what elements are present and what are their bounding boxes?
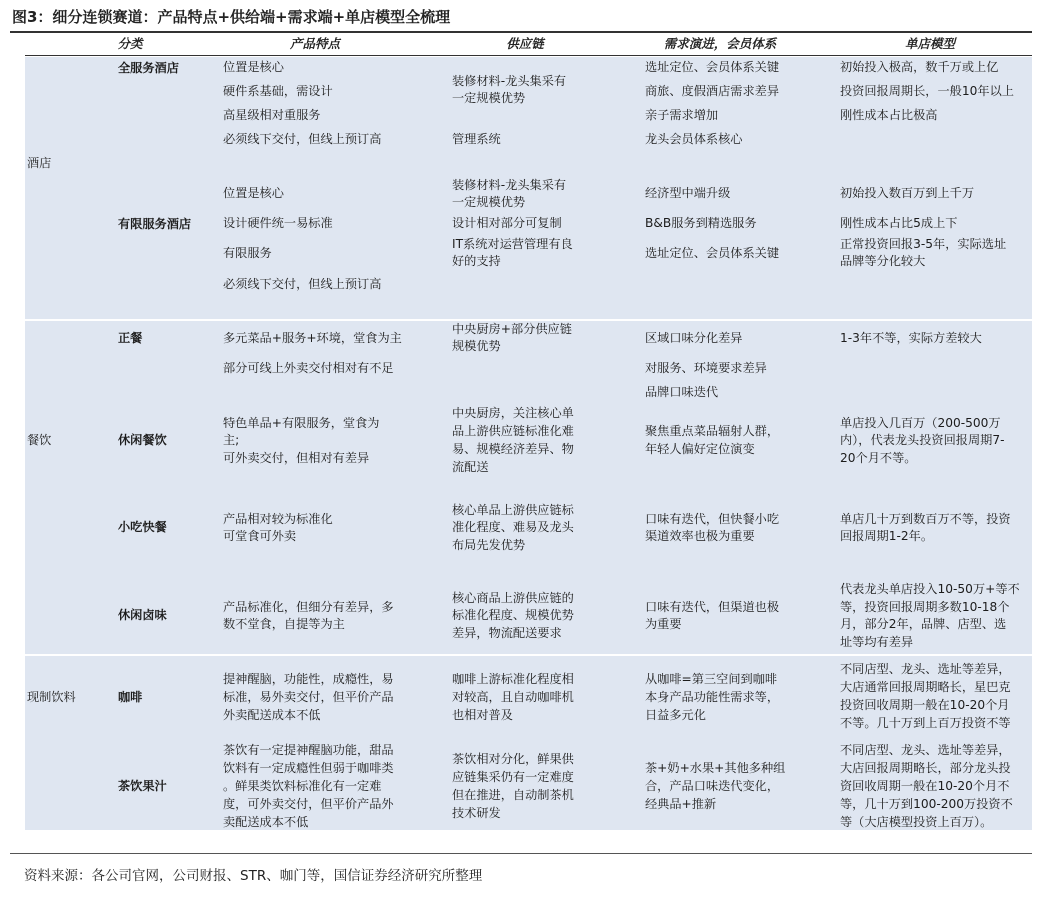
cell: 好的支持 xyxy=(452,254,501,268)
cell: 资回收周期一般在10-20个月不 xyxy=(840,779,1010,793)
cell: 不同店型、龙头、选址等差异， xyxy=(840,743,1011,757)
cell: 等（大店模型投资上百万）。 xyxy=(840,815,993,829)
figure-title: 图3：细分连锁赛道：产品特点+供给端+需求端+单店模型全梳理 xyxy=(12,8,451,26)
cell: 茶+奶+水果+其他多种组 xyxy=(645,761,786,775)
cell: 位置是核心 xyxy=(223,186,284,200)
cell: 聚焦重点菜品辐射人群， xyxy=(645,424,780,438)
cell: 中央厨房，关注核心单 xyxy=(452,406,574,420)
cell: 管理系统 xyxy=(452,132,501,146)
cell: 核心商品上游供应链的 xyxy=(452,591,574,605)
cell: 茶饮有一定提神醒脑功能，甜品 xyxy=(223,743,394,757)
cell: 主; xyxy=(223,433,240,447)
group-catering: 餐饮 xyxy=(27,433,52,447)
cell: 大店通常回报周期略长，星巴克 xyxy=(840,680,1011,694)
cell: 设计相对部分可复制 xyxy=(452,216,562,230)
header-model: 单店模型 xyxy=(904,36,955,51)
cell: 单店投入几百万（200-500万 xyxy=(840,416,1001,430)
cell: 差异，物流配送要求 xyxy=(452,626,562,640)
sub-formal-dining: 正餐 xyxy=(118,331,143,345)
cell: 部分可线上外卖交付相对有不足 xyxy=(223,361,394,375)
cell: 投资回收周期一般在10-20个月 xyxy=(840,698,1010,712)
cell: 龙头会员体系核心 xyxy=(645,132,743,146)
cell: 从咖啡=第三空间到咖啡 xyxy=(645,672,778,686)
cell: 口味有迭代，但快餐小吃 xyxy=(645,512,780,526)
sub-full-service-hotel: 全服务酒店 xyxy=(118,61,179,75)
cell: 有限服务 xyxy=(223,246,272,260)
cell: 日益多元化 xyxy=(645,708,706,722)
cell: 可堂食可外卖 xyxy=(223,529,297,543)
cell: 数不堂食，自提等为主 xyxy=(223,617,345,631)
cell: 卖配送成本不低 xyxy=(223,815,309,829)
cell: 渠道效率也极为重要 xyxy=(645,529,755,543)
cell: 口味有迭代，但渠道也极 xyxy=(645,600,780,614)
source-note: 资料来源：各公司官网，公司财报、STR、咖门等，国信证券经济研究所整理 xyxy=(24,868,483,884)
cell: 应链集采仍有一定难度 xyxy=(452,770,574,784)
cell: 经典品+推新 xyxy=(645,797,717,811)
cell: 代表龙头单店投入10-50万+等不 xyxy=(840,582,1020,596)
cell: 对较高，且自动咖啡机 xyxy=(452,690,574,704)
cell: 初始投入数百万到上千万 xyxy=(840,186,975,200)
cell: 本身产品功能性需求等， xyxy=(645,690,780,704)
cell: 特色单品+有限服务，堂食为 xyxy=(223,416,380,430)
cell: 硬件系基础，需设计 xyxy=(223,84,333,98)
cell: 20个月不等。 xyxy=(840,451,917,465)
cell: 准化程度、难易及龙头 xyxy=(452,520,574,534)
header-demand: 需求演进，会员体系 xyxy=(663,36,777,51)
sub-braised-snack: 休闲卤味 xyxy=(118,608,167,622)
cell: 中央厨房+部分供应链 xyxy=(452,322,572,336)
cell: 对服务、环境要求差异 xyxy=(645,361,767,375)
cell: B&B服务到精选服务 xyxy=(645,216,757,230)
cell: 品牌等分化较大 xyxy=(840,254,926,268)
cell: 核心单品上游供应链标 xyxy=(452,503,574,517)
cell: 必须线下交付，但线上预订高 xyxy=(223,132,382,146)
cell: 一定规模优势 xyxy=(452,195,526,209)
group-hotel: 酒店 xyxy=(27,156,52,170)
cell: 月，部分2年，品牌、店型、选 xyxy=(840,617,1007,631)
cell: 刚性成本占比极高 xyxy=(840,108,938,122)
cell: 流配送 xyxy=(452,460,489,474)
cell: 大店回报周期略长，部分龙头投 xyxy=(840,761,1011,775)
cell: 产品相对较为标准化 xyxy=(223,512,333,526)
cell: 外卖配送成本不低 xyxy=(223,708,321,722)
cell: 装修材料-龙头集采有 xyxy=(452,178,567,192)
cell: 布局先发优势 xyxy=(452,538,526,552)
header-rule xyxy=(25,55,1032,56)
cell: 区域口味分化差异 xyxy=(645,331,743,345)
cell: 为重要 xyxy=(645,617,682,631)
cell: 不等。几十万到上百万投资不等 xyxy=(840,716,1011,730)
cell: 度，可外卖交付，但平价产品外 xyxy=(223,797,394,811)
cell: 不同店型、龙头、选址等差异， xyxy=(840,662,1011,676)
cell: 品牌口味迭代 xyxy=(645,385,719,399)
cell: 单店几十万到数百万不等，投资 xyxy=(840,512,1011,526)
sub-casual-dining: 休闲餐饮 xyxy=(118,433,167,447)
cell: 。鲜果类饮料标准化有一定难 xyxy=(223,779,382,793)
cell: 投资回报周期长，一般10年以上 xyxy=(840,84,1014,98)
cell: 位置是核心 xyxy=(223,60,284,74)
cell: 可外卖交付，但相对有差异 xyxy=(223,451,370,465)
sub-snack-fastfood: 小吃快餐 xyxy=(118,520,167,534)
cell: 多元菜品+服务+环境，堂食为主 xyxy=(223,331,402,345)
sub-coffee: 咖啡 xyxy=(118,690,143,704)
cell: 选址定位、会员体系关键 xyxy=(645,246,780,260)
cell: 等，几十万到100-200万投资不 xyxy=(840,797,1013,811)
cell: 也相对普及 xyxy=(452,708,513,722)
cell: 选址定位、会员体系关键 xyxy=(645,60,780,74)
bottom-rule xyxy=(10,853,1032,854)
cell: 亲子需求增加 xyxy=(645,108,719,122)
header-category: 分类 xyxy=(117,36,143,51)
cell: 刚性成本占比5成上下 xyxy=(840,216,958,230)
cell: 必须线下交付，但线上预订高 xyxy=(223,277,382,291)
cell: 初始投入极高，数千万或上亿 xyxy=(840,60,999,74)
cell: 技术研发 xyxy=(452,806,501,820)
header-supply: 供应链 xyxy=(506,36,544,51)
cell: 正常投资回报3-5年，实际选址 xyxy=(840,237,1007,251)
cell: 提神醒脑，功能性，成瘾性，易 xyxy=(223,672,394,686)
cell: 标准，易外卖交付，但平价产品 xyxy=(223,690,394,704)
cell: 高星级相对重服务 xyxy=(223,108,321,122)
cell: 经济型中端升级 xyxy=(645,186,731,200)
cell: 址等均有差异 xyxy=(840,635,914,649)
cell: 1-3年不等，实际方差较大 xyxy=(840,331,982,345)
cell: 一定规模优势 xyxy=(452,91,526,105)
cell: 茶饮相对分化，鲜果供 xyxy=(452,752,574,766)
cell: 商旅、度假酒店需求差异 xyxy=(645,84,780,98)
cell: 但在推进，自动制茶机 xyxy=(452,788,574,802)
cell: 年轻人偏好定位演变 xyxy=(645,442,755,456)
cell: 品上游供应链标准化难 xyxy=(452,424,574,438)
cell: 标准化程度、规模优势 xyxy=(452,608,574,622)
cell: 合，产品口味迭代变化， xyxy=(645,779,780,793)
sub-limited-service-hotel: 有限服务酒店 xyxy=(118,217,192,231)
cell: 易、规模经济差异、物 xyxy=(452,442,574,456)
sub-tea-juice: 茶饮果汁 xyxy=(118,779,167,793)
group-beverage: 现制饮料 xyxy=(27,690,76,704)
cell: 规模优势 xyxy=(452,339,501,353)
cell: 设计硬件统一易标准 xyxy=(223,216,333,230)
cell: 装修材料-龙头集采有 xyxy=(452,74,567,88)
cell: 饮料有一定成瘾性但弱于咖啡类 xyxy=(223,761,394,775)
cell: 咖啡上游标准化程度相 xyxy=(452,672,574,686)
cell: 等，投资回报周期多数10-18个 xyxy=(840,600,1010,614)
header-product: 产品特点 xyxy=(289,36,340,51)
cell: 内），代表龙头投资回报周期7- xyxy=(840,433,1005,447)
cell: 回报周期1-2年。 xyxy=(840,529,934,543)
cell: 产品标准化，但细分有差异，多 xyxy=(223,600,394,614)
cell: IT系统对运营管理有良 xyxy=(452,237,573,251)
